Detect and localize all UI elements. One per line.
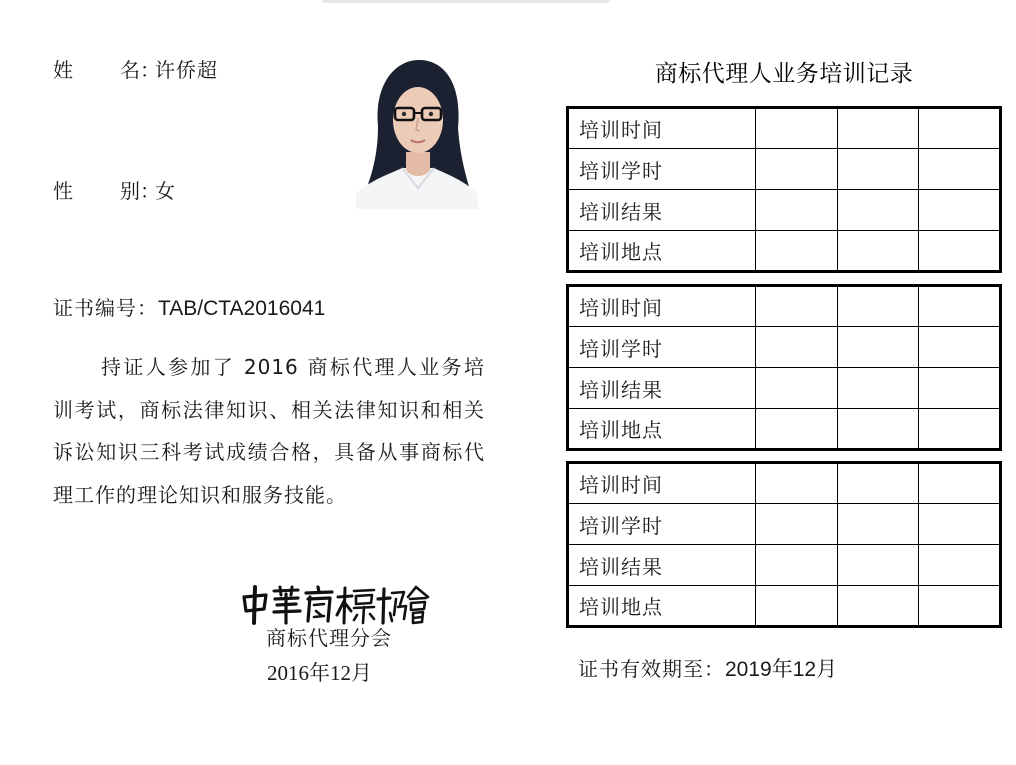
holder-name: 许侨超	[155, 58, 218, 82]
gender-label-char-1: 性	[53, 179, 73, 203]
validity-label: 证书有效期至：	[578, 657, 725, 681]
holder-gender: 女	[155, 179, 176, 203]
name-label-char-2: 名：	[120, 58, 160, 82]
table-cell	[756, 286, 838, 327]
table-cell	[919, 190, 1001, 231]
training-record-block-3	[566, 461, 1002, 628]
row-label-training-time: 培训时间	[568, 463, 756, 504]
table-cell	[919, 504, 1001, 545]
table-row	[568, 586, 1001, 627]
table-cell	[919, 231, 1001, 272]
table-cell	[756, 368, 838, 409]
table-cell	[837, 286, 919, 327]
table-cell	[837, 504, 919, 545]
portrait-image	[356, 56, 478, 209]
table-row	[568, 463, 1001, 504]
table-cell	[919, 409, 1001, 450]
training-record-title: 商标代理人业务培训记录	[654, 61, 914, 87]
name-label	[53, 54, 160, 83]
gender-label-char-2: 别：	[120, 179, 160, 203]
row-label-training-result: 培训结果	[568, 190, 756, 231]
table-cell	[837, 586, 919, 627]
table-cell	[837, 108, 919, 149]
row-label-training-time: 培训时间	[568, 286, 756, 327]
table-cell	[756, 327, 838, 368]
table-cell	[919, 327, 1001, 368]
table-row	[568, 286, 1001, 327]
table-row	[568, 368, 1001, 409]
name-field	[53, 54, 218, 83]
table-row	[568, 149, 1001, 190]
row-label-training-result: 培训结果	[568, 545, 756, 586]
certificate-number-field	[53, 292, 325, 321]
row-label-training-time: 培训时间	[568, 108, 756, 149]
row-label-training-location: 培训地点	[568, 231, 756, 272]
table-cell	[756, 149, 838, 190]
table-cell	[919, 108, 1001, 149]
training-record-block-2	[566, 284, 1002, 451]
table-cell	[837, 149, 919, 190]
table-cell	[756, 231, 838, 272]
table-cell	[919, 286, 1001, 327]
row-label-training-hours: 培训学时	[568, 504, 756, 545]
table-cell	[756, 545, 838, 586]
table-cell	[756, 190, 838, 231]
issue-date: 2016年12月	[267, 661, 372, 685]
issuer-branch: 商标代理分会	[266, 626, 392, 650]
row-label-training-location: 培训地点	[568, 586, 756, 627]
table-row	[568, 108, 1001, 149]
holder-photo	[356, 56, 478, 209]
table-cell	[756, 586, 838, 627]
table-cell	[756, 463, 838, 504]
table-cell	[837, 327, 919, 368]
row-label-training-hours: 培训学时	[568, 327, 756, 368]
table-cell	[919, 545, 1001, 586]
table-cell	[756, 504, 838, 545]
table-cell	[837, 545, 919, 586]
certificate-number-label: 证书编号：	[53, 296, 158, 320]
table-cell	[919, 586, 1001, 627]
row-label-training-location: 培训地点	[568, 409, 756, 450]
table-cell	[837, 409, 919, 450]
table-row	[568, 231, 1001, 272]
table-cell	[756, 108, 838, 149]
row-label-training-hours: 培训学时	[568, 149, 756, 190]
table-cell	[919, 149, 1001, 190]
table-cell	[756, 409, 838, 450]
issuer-calligraphy-logo	[240, 585, 430, 625]
table-row	[568, 504, 1001, 545]
certificate-number: TAB/CTA2016041	[158, 297, 326, 320]
validity-date: 2019年12月	[725, 658, 838, 681]
table-cell	[919, 368, 1001, 409]
table-cell	[837, 231, 919, 272]
table-row	[568, 327, 1001, 368]
table-row	[568, 190, 1001, 231]
table-cell	[837, 463, 919, 504]
gender-label	[53, 175, 160, 204]
certificate-statement: 持证人参加了 2016 商标代理人业务培训考试，商标法律知识、相关法律知识和相关诉讼知识三科考试成绩合格，具备从事商标代理工作的理论知识和服务技能。	[53, 355, 485, 507]
calligraphy-icon	[240, 585, 430, 625]
table-row	[568, 545, 1001, 586]
table-row	[568, 409, 1001, 450]
gender-field	[53, 175, 176, 204]
training-record-block-1	[566, 106, 1002, 273]
table-cell	[837, 190, 919, 231]
name-label-char-1: 姓	[53, 58, 73, 82]
table-cell	[919, 463, 1001, 504]
validity-field	[578, 653, 837, 683]
window-top-edge	[322, 0, 610, 3]
row-label-training-result: 培训结果	[568, 368, 756, 409]
table-cell	[837, 368, 919, 409]
